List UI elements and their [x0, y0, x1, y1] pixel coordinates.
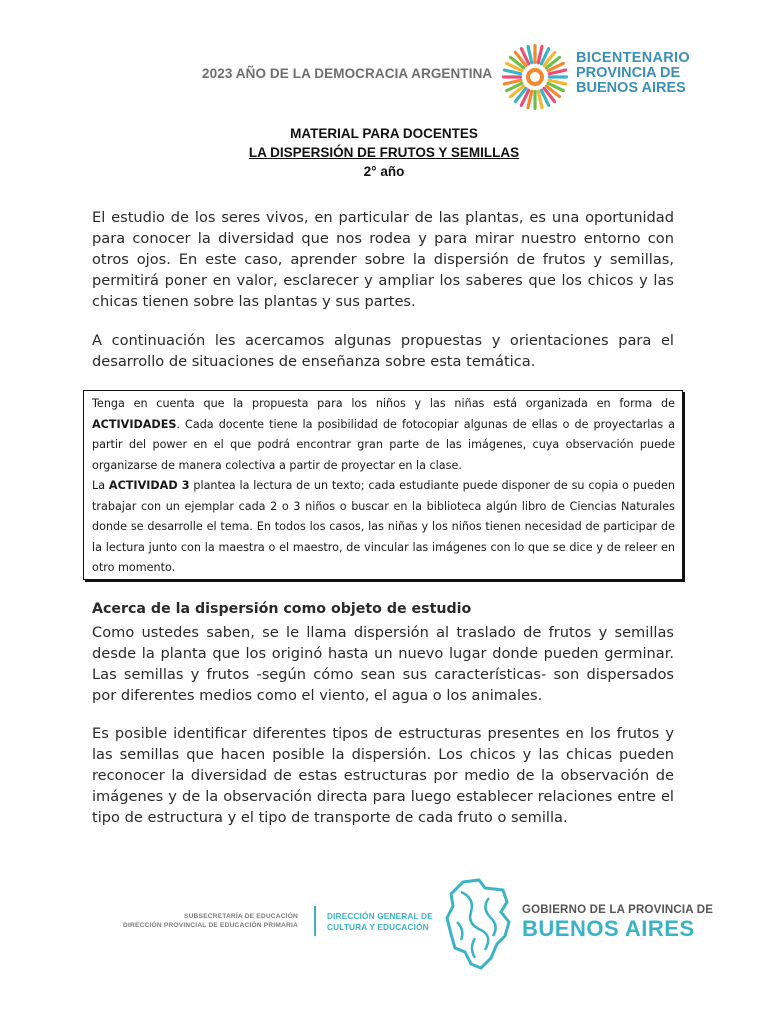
- intro-paragraph-1: El estudio de los seres vivos, en particular de las plantas, es una oportunidad para conocer la diversidad que nos rodea y para mirar nuestro entorno con otros ojos. En este caso, aprender sobre la dispersión de frutos y semillas, permitirá poner en valor, esclarecer y ampliar los saberes que los chicos y las chicas tienen sobre las plantas y sus partes.: [92, 209, 674, 310]
- intro-paragraph-2: A continuación les acercamos algunas propuestas y orientaciones para el desarrollo de situaciones de enseñanza sobre esta temática.: [92, 332, 674, 370]
- bicentenario-line1: BICENTENARIO: [576, 50, 690, 66]
- section-heading: Acerca de la dispersión como objeto de estudio: [92, 601, 472, 617]
- footer-gobierno: [522, 904, 713, 942]
- footer-gov-line1: GOBIERNO DE LA PROVINCIA DE: [522, 904, 714, 916]
- title-line2: LA DISPERSIÓN DE FRUTOS Y SEMILLAS: [248, 145, 520, 160]
- footer-gov-line2: BUENOS AIRES: [522, 916, 695, 941]
- notice-activity3-bold: ACTIVIDAD 3: [108, 479, 190, 492]
- notice-text-a2: . Cada docente tiene la posibilidad de fotocopiar algunas de ellas o de proyectarlas a partir del power en el que podrá encontrar gran parte de las imágenes, cuya observación puede organizarse de manera colectiva a partir de proyectar en la clase.: [92, 417, 675, 472]
- teacher-notice-box: [83, 390, 683, 580]
- document-title: [0, 124, 768, 181]
- notice-text: [92, 394, 675, 579]
- footer-direccion-general: [327, 911, 433, 933]
- sun-ray: [548, 75, 568, 78]
- notice-text-b1: La: [92, 479, 109, 492]
- notice-text-a1: Tenga en cuenta que la propuesta para los niños y las niñas está organizada en forma de: [92, 397, 675, 410]
- sun-ray: [533, 90, 536, 110]
- province-map-logo: [445, 878, 515, 970]
- footer-subsecretaria: [120, 912, 298, 930]
- footer-sub-line1: SUBSECRETARÍA DE EDUCACIÓN: [183, 913, 298, 920]
- header-motto: 2023 AÑO DE LA DEMOCRACIA ARGENTINA: [202, 66, 493, 81]
- bicentenario-sun-logo: [500, 42, 570, 112]
- bicentenario-line3: BUENOS AIRES: [576, 80, 686, 96]
- section-paragraph-2: Es posible identificar diferentes tipos de estructuras presentes en los frutos y las semillas que hacen posible la dispersión. Los chicos y las chicas pueden reconocer la diversidad de estas estructuras por medio de la observación de imágenes y de la observación directa para luego establecer relaciones entre el tipo de estructura y el tipo de transporte de cada fruto o semilla.: [92, 725, 674, 826]
- bicentenario-line2: PROVINCIA DE: [576, 65, 681, 81]
- notice-activities-bold: ACTIVIDADES: [92, 417, 177, 431]
- sun-ray: [533, 44, 536, 64]
- section-paragraph-1: Como ustedes saben, se le llama dispersión al traslado de frutos y semillas desde la planta que los originó hasta un nuevo lugar donde pueden germinar. Las semillas y frutos -según cómo sean sus características- son dispersados por diferentes medios como el viento, el agua o los animales.: [92, 624, 674, 704]
- footer-sub-line2: DIRECCIÓN PROVINCIAL DE EDUCACIÓN PRIMARIA: [123, 922, 298, 929]
- title-line3: 2° año: [363, 164, 405, 179]
- footer-dg-line1: DIRECCIÓN GENERAL DE: [327, 912, 433, 921]
- notice-text-b2: plantea la lectura de un texto; cada estudiante puede disponer de su copia o pueden trabajar con un ejemplar cada 2 o 3 niños o buscar en la biblioteca algún libro de Ciencias Naturales donde se desarrolle el tema. En todos los casos, las niñas y los niños tienen necesidad de participar de la lectura junto con la maestra o el maestro, de vincular las imágenes con lo que se dice y de releer en otro momento.: [92, 479, 675, 574]
- title-line1: MATERIAL PARA DOCENTES: [290, 126, 478, 141]
- footer-dg-line2: CULTURA Y EDUCACIÓN: [327, 923, 429, 932]
- footer-divider: [314, 906, 316, 936]
- sun-ray: [502, 75, 522, 78]
- bicentenario-wordmark: [576, 51, 690, 96]
